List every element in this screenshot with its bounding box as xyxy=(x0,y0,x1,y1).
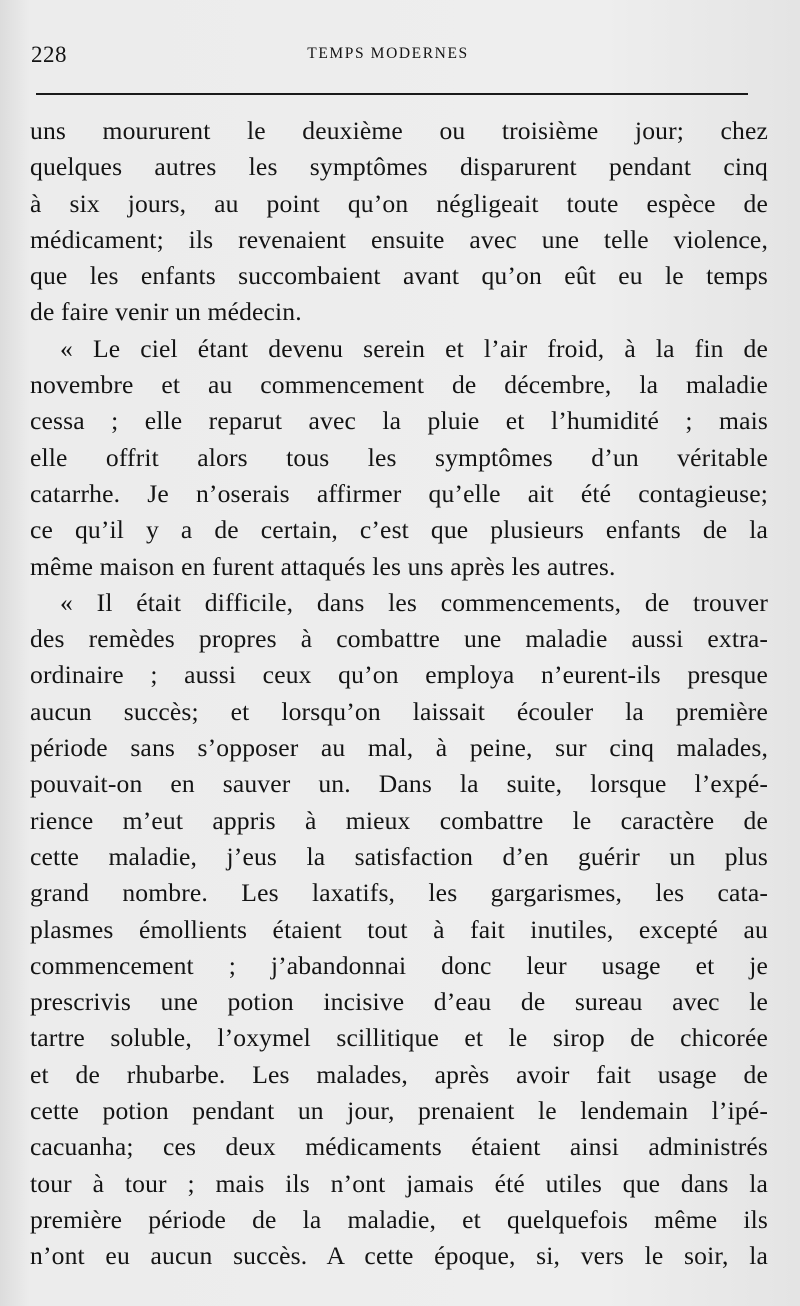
text-line: quelques autres les symptômes disparurent pendant cinq xyxy=(30,152,768,182)
text-line: cessa ; elle reparut avec la pluie et l’humidité ; mais xyxy=(30,406,768,436)
text-line: période sans s’opposer au mal, à peine, sur cinq malades, xyxy=(30,733,768,763)
text-line: première période de la maladie, et quelquefois même ils xyxy=(30,1204,768,1234)
text-line: plasmes émollients étaient tout à fait inutiles, excepté au xyxy=(30,914,768,944)
text-line: elle offrit alors tous les symptômes d’un véritable xyxy=(30,442,768,472)
text-line: catarrhe. Je n’oserais affirmer qu’elle ait été contagieuse; xyxy=(30,478,768,508)
text-line: rience m’eut appris à mieux combattre le caractère de xyxy=(30,805,768,835)
text-line: prescrivis une potion incisive d’eau de sureau avec le xyxy=(30,987,768,1017)
text-line: que les enfants succombaient avant qu’on eût eu le temps xyxy=(30,261,768,291)
text-line: uns moururent le deuxième ou troisième jour; chez xyxy=(30,116,768,145)
body-text xyxy=(30,113,768,1275)
text-line: cette maladie, j’eus la satisfaction d’en guérir un plus xyxy=(30,841,768,871)
text-line: à six jours, au point qu’on négligeait toute espèce de xyxy=(30,188,768,218)
text-line: « Il était difficile, dans les commencements, de trouver xyxy=(60,587,768,617)
text-line: médicament; ils revenaient ensuite avec une telle violence, xyxy=(30,224,768,254)
text-line: novembre et au commencement de décembre, la maladie xyxy=(30,370,768,400)
text-line: ce qu’il y a de certain, c’est que plusieurs enfants de la xyxy=(30,515,768,545)
text-line: cette potion pendant un jour, prenaient le lendemain l’ipé- xyxy=(30,1096,768,1126)
text-line: même maison en furent attaqués les uns après les autres. xyxy=(30,551,616,581)
text-line: de faire venir un médecin. xyxy=(30,297,302,327)
page-number: 228 xyxy=(31,42,67,67)
text-line: grand nombre. Les laxatifs, les gargarismes, les cata- xyxy=(30,878,768,908)
text-line: et de rhubarbe. Les malades, après avoir fait usage de xyxy=(30,1059,768,1089)
text-line: tartre soluble, l’oxymel scillitique et le sirop de chicorée xyxy=(30,1023,768,1053)
text-line: commencement ; j’abandonnai donc leur usage et je xyxy=(30,950,768,980)
text-line: « Le ciel étant devenu serein et l’air froid, à la fin de xyxy=(60,333,768,363)
text-line: n’ont eu aucun succès. A cette époque, si, vers le soir, la xyxy=(30,1241,768,1271)
text-line: cacuanha; ces deux médicaments étaient ainsi administrés xyxy=(30,1132,768,1162)
running-title: TEMPS MODERNES xyxy=(307,45,469,62)
running-head xyxy=(28,42,748,72)
text-line: tour à tour ; mais ils n’ont jamais été utiles que dans la xyxy=(30,1168,768,1198)
text-line: ordinaire ; aussi ceux qu’on employa n’eurent-ils presque xyxy=(30,660,768,690)
text-line: pouvait-on en sauver un. Dans la suite, lorsque l’expé- xyxy=(30,769,768,799)
text-line: aucun succès; et lorsqu’on laissait écouler la première xyxy=(30,696,768,726)
text-line: des remèdes propres à combattre une maladie aussi extra- xyxy=(30,624,768,654)
header-rule xyxy=(36,93,748,95)
